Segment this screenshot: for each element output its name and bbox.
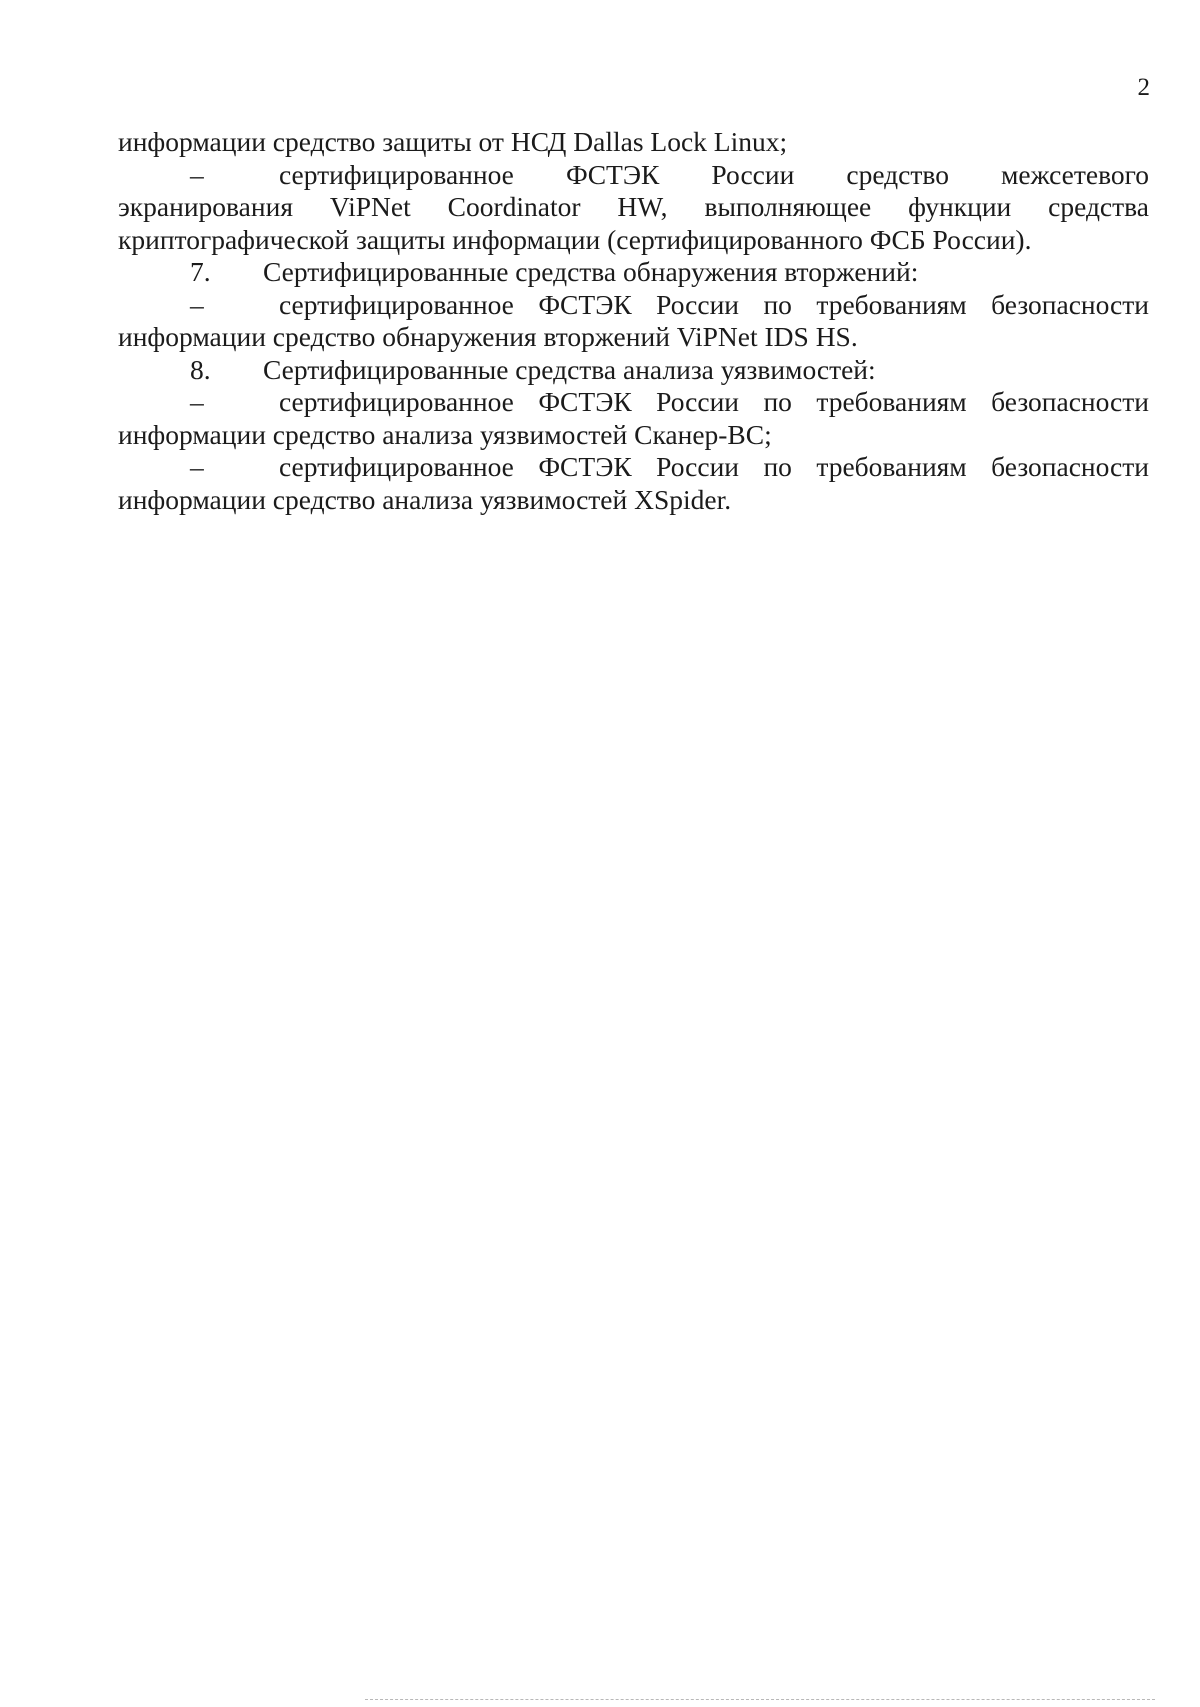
list-item-dash [118, 159, 1149, 257]
paragraph-text: Сертифицированные средства обнаружения вторжений: [263, 256, 919, 287]
item-number: 8. [190, 353, 211, 385]
paragraph-text: сертифицированное ФСТЭК России по требованиям безопасности информации средство обнаружения вторжений ViPNet IDS HS. [118, 288, 1149, 352]
paragraph-continuation [118, 126, 1149, 159]
footer-scan-line [365, 1699, 1155, 1700]
paragraph-text: сертифицированное ФСТЭК России средство межсетевого экранирования ViPNet Coordinator HW, выполняющее функции средства криптографической защиты информации (сертифицированного ФСБ России). [118, 158, 1149, 255]
list-item-dash [118, 289, 1149, 354]
paragraph-text: сертифицированное ФСТЭК России по требованиям безопасности информации средство анализа уязвимостей Сканер-ВС; [118, 386, 1149, 450]
dash-bullet: – [190, 451, 204, 482]
page-number: 2 [1137, 74, 1150, 101]
dash-bullet: – [190, 158, 204, 190]
list-item-dash [118, 451, 1149, 516]
paragraph-text: Сертифицированные средства анализа уязвимостей: [263, 353, 876, 385]
list-item-numbered [118, 256, 1149, 289]
paragraph-text: сертифицированное ФСТЭК России по требованиям безопасности информации средство анализа уязвимостей XSpider. [118, 451, 1149, 515]
dash-bullet: – [190, 386, 204, 417]
paragraph-text: информации средство защиты от НСД Dallas Lock Linux; [118, 126, 788, 157]
list-item-numbered [118, 354, 1149, 387]
item-number: 7. [190, 256, 211, 287]
dash-bullet: – [190, 288, 204, 320]
document-body [118, 126, 1149, 516]
list-item-dash [118, 386, 1149, 451]
